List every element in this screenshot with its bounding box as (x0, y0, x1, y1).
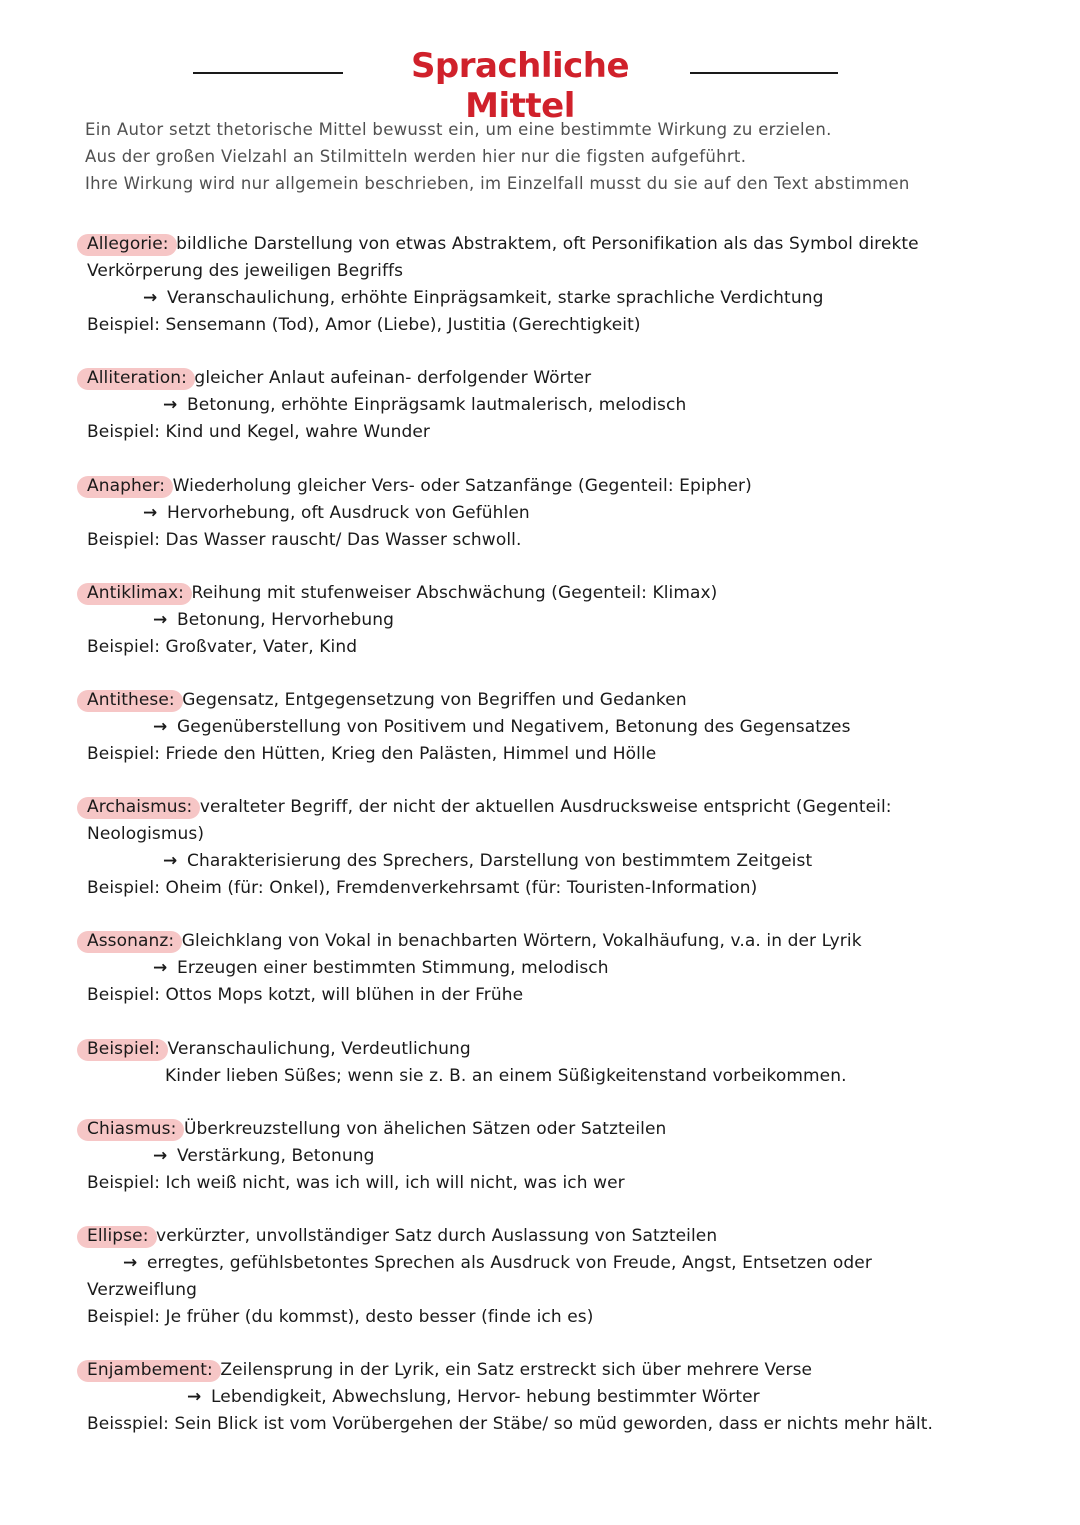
definition-text: veralteter Begriff, der nicht der aktuellen Ausdrucksweise entspricht (Gegenteil: (194, 797, 892, 817)
arrow-icon: → (153, 610, 168, 630)
definition-text: gleicher Anlaut aufeinan- derfolgender Wörter (188, 368, 592, 388)
term-label: Chiasmus: (87, 1116, 178, 1143)
term-label: Antiklimax: (87, 580, 186, 607)
arrow-icon: → (153, 1146, 168, 1166)
definition-line (87, 365, 1037, 392)
entry-assonanz (87, 928, 1037, 1009)
effect-text: Betonung, Hervorhebung (177, 610, 395, 630)
entry-alliteration (87, 365, 1037, 446)
effect-text: Veranschaulichung, erhöhte Einprägsamkeit, starke sprachliche Verdichtung (167, 288, 824, 308)
term-label: Beispiel: (87, 1036, 162, 1063)
effect-text: Charakterisierung des Sprechers, Darstellung von bestimmtem Zeitgeist (187, 851, 813, 871)
definition-text: verkürzter, unvollständiger Satz durch Auslassung von Satzteilen (150, 1226, 718, 1246)
definition-line (87, 231, 1037, 258)
term-label: Assonanz: (87, 928, 176, 955)
term-label: Anapher: (87, 473, 167, 500)
effect-text: Lebendigkeit, Abwechslung, Hervor- hebung bestimmter Wörter (211, 1387, 760, 1407)
definition-line (87, 1116, 1037, 1143)
example-line: Beispiel: Je früher (du kommst), desto besser (finde ich es) (87, 1307, 594, 1327)
definition-text: Veranschaulichung, Verdeutlichung (162, 1039, 471, 1059)
intro-paragraph (85, 116, 985, 197)
term-label: Enjambement: (87, 1357, 215, 1384)
effect-line (87, 1143, 1037, 1170)
intro-line: Ihre Wirkung wird nur allgemein beschrieben, im Einzelfall musst du sie auf den Text abstimmen (85, 174, 910, 193)
arrow-icon: → (123, 1253, 138, 1273)
definition-text: Gleichklang von Vokal in benachbarten Wörtern, Vokalhäufung, v.a. in der Lyrik (176, 931, 862, 951)
entry-ellipse (87, 1223, 1037, 1331)
definition-line (87, 473, 1037, 500)
term-label: Antithese: (87, 687, 177, 714)
effect-text: Gegenüberstellung von Positivem und Negativem, Betonung des Gegensatzes (177, 717, 851, 737)
effect-line (87, 607, 1037, 634)
definition-text: Reihung mit stufenweiser Abschwächung (Gegenteil: Klimax) (185, 583, 718, 603)
example-line: Beispiel: Ottos Mops kotzt, will blühen in der Frühe (87, 985, 524, 1005)
arrow-icon: → (187, 1387, 202, 1407)
effect-text: Erzeugen einer bestimmten Stimmung, melodisch (177, 958, 609, 978)
example-line: Beispiel: Das Wasser rauscht/ Das Wasser schwoll. (87, 530, 522, 550)
effect-text: Verstärkung, Betonung (177, 1146, 375, 1166)
effect-line (87, 392, 1037, 419)
effect-text: Betonung, erhöhte Einprägsamk lautmalerisch, melodisch (187, 395, 687, 415)
definition-line (87, 1357, 1037, 1384)
term-label: Ellipse: (87, 1223, 151, 1250)
definition-line-2: Verkörperung des jeweiligen Begriffs (87, 261, 404, 281)
definition-line (87, 1223, 1037, 1250)
entry-archaismus (87, 794, 1037, 902)
page-title: Sprachliche Mittel (410, 46, 630, 126)
entry-allegorie (87, 231, 1037, 339)
term-label: Allegorie: (87, 231, 171, 258)
title-rule-left (193, 72, 343, 74)
example-line: Beispiel: Großvater, Vater, Kind (87, 637, 358, 657)
definition-text: Gegensatz, Entgegensetzung von Begriffen und Gedanken (176, 690, 687, 710)
example-line: Beispiel: Sensemann (Tod), Amor (Liebe), Justitia (Gerechtigkeit) (87, 315, 641, 335)
arrow-icon: → (153, 958, 168, 978)
term-label: Alliteration: (87, 365, 189, 392)
entry-beispiel (87, 1036, 1037, 1090)
effect-line (87, 1250, 1037, 1277)
entry-enjambement (87, 1357, 1037, 1438)
arrow-icon: → (153, 717, 168, 737)
intro-line: Ein Autor setzt thetorische Mittel bewusst ein, um eine bestimmte Wirkung zu erzielen. (85, 120, 832, 139)
example-line: Kinder lieben Süßes; wenn sie z. B. an einem Süßigkeitenstand vorbeikommen. (165, 1066, 847, 1086)
definition-line (87, 928, 1037, 955)
effect-line-2: Verzweiflung (87, 1280, 198, 1300)
term-label: Archaismus: (87, 794, 194, 821)
arrow-icon: → (163, 395, 178, 415)
title-rule-right (690, 72, 838, 74)
effect-line (87, 714, 1037, 741)
arrow-icon: → (143, 288, 158, 308)
effect-text: erregtes, gefühlsbetontes Sprechen als Ausdruck von Freude, Angst, Entsetzen oder (147, 1253, 872, 1273)
example-line: Beispiel: Friede den Hütten, Krieg den Palästen, Himmel und Hölle (87, 744, 657, 764)
entry-antithese (87, 687, 1037, 768)
effect-line (87, 848, 1037, 875)
definition-line-2: Neologismus) (87, 824, 205, 844)
effect-text: Hervorhebung, oft Ausdruck von Gefühlen (167, 503, 530, 523)
effect-line (87, 500, 1037, 527)
definition-text: bildliche Darstellung von etwas Abstraktem, oft Personifikation als das Symbol direkte (170, 234, 919, 254)
effect-line (87, 285, 1037, 312)
intro-line: Aus der großen Vielzahl an Stilmitteln werden hier nur die figsten aufgeführt. (85, 147, 747, 166)
example-line: Beispiel: Ich weiß nicht, was ich will, ich will nicht, was ich wer (87, 1173, 625, 1193)
arrow-icon: → (143, 503, 158, 523)
definition-text: Zeilensprung in der Lyrik, ein Satz erstreckt sich über mehrere Verse (214, 1360, 813, 1380)
definition-line (87, 794, 1037, 821)
title-row (0, 44, 1080, 126)
definition-text: Überkreuzstellung von ähelichen Sätzen oder Satzteilen (178, 1119, 667, 1139)
definition-text: Wiederholung gleicher Vers- oder Satzanfänge (Gegenteil: Epipher) (167, 476, 752, 496)
definition-line (87, 687, 1037, 714)
entry-anapher (87, 473, 1037, 554)
example-line: Beispiel: Kind und Kegel, wahre Wunder (87, 422, 431, 442)
definition-line (87, 580, 1037, 607)
entry-chiasmus (87, 1116, 1037, 1197)
effect-line (87, 1384, 1037, 1411)
effect-line (87, 955, 1037, 982)
entry-antiklimax (87, 580, 1037, 661)
example-line: Beisspiel: Sein Blick ist vom Vorübergehen der Stäbe/ so müd geworden, dass er nichts mehr hält. (87, 1414, 934, 1434)
definition-line (87, 1036, 1037, 1063)
arrow-icon: → (163, 851, 178, 871)
example-line: Beispiel: Oheim (für: Onkel), Fremdenverkehrsamt (für: Touristen-Information) (87, 878, 758, 898)
